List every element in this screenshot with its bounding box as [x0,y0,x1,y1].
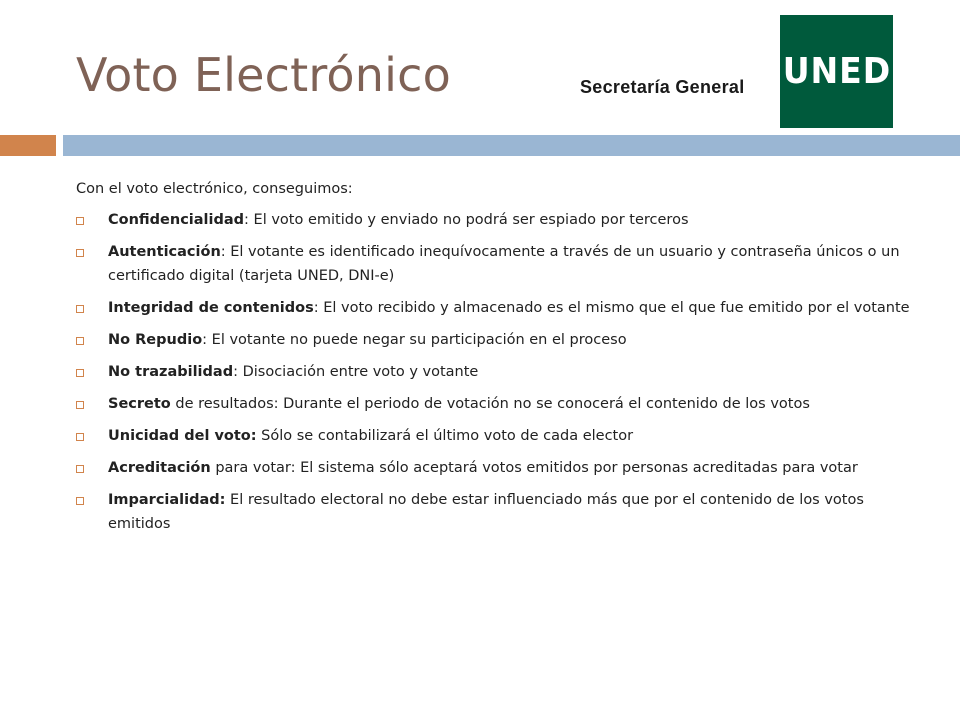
list-item [76,424,916,448]
item-term: Secreto [108,396,171,412]
list-item [76,392,916,416]
accent-bar-orange [0,135,56,156]
item-term: Confidencialidad [108,212,245,228]
page-title: Voto Electrónico [76,48,451,102]
item-description: : El voto emitido y enviado no podrá ser espiado por terceros [244,212,689,228]
list-item [76,296,916,320]
item-description: El resultado electoral no debe estar influenciado más que por el contenido de los votos emitidos [108,492,864,532]
item-term: No Repudio [108,332,203,348]
item-term: No trazabilidad [108,364,234,380]
list-item [76,360,916,384]
accent-bar-blue [63,135,960,156]
square-bullet-icon [76,433,84,441]
square-bullet-icon [76,465,84,473]
square-bullet-icon [76,217,84,225]
item-description: : El votante es identificado inequívocamente a través de un usuario y contraseña únicos o un certificado digital (tarjeta UNED, DNI-e) [108,244,900,284]
item-term: Acreditación [108,460,211,476]
list-item [76,328,916,352]
item-term: Autenticación [108,244,221,260]
item-term: Unicidad del voto: [108,428,257,444]
square-bullet-icon [76,401,84,409]
logo-text: UNED [782,50,891,92]
item-term: Imparcialidad: [108,492,226,508]
item-description: de resultados: Durante el periodo de votación no se conocerá el contenido de los votos [170,396,810,412]
square-bullet-icon [76,305,84,313]
item-description: Sólo se contabilizará el último voto de cada elector [256,428,634,444]
square-bullet-icon [76,497,84,505]
item-description: : El votante no puede negar su participación en el proceso [202,332,627,348]
page-subtitle: Secretaría General [580,77,745,97]
list-item [76,240,916,288]
list-item [76,456,916,480]
square-bullet-icon [76,249,84,257]
uned-logo [780,15,893,128]
intro-text: Con el voto electrónico, conseguimos: [76,181,353,197]
list-item [76,208,916,232]
square-bullet-icon [76,337,84,345]
item-term: Integridad de contenidos [108,300,314,316]
item-description: para votar: El sistema sólo aceptará votos emitidos por personas acreditadas para votar [210,460,858,476]
item-description: : El voto recibido y almacenado es el mismo que el que fue emitido por el votante [313,300,910,316]
list-item [76,488,916,536]
item-description: : Disociación entre voto y votante [233,364,479,380]
square-bullet-icon [76,369,84,377]
features-list [76,208,916,544]
